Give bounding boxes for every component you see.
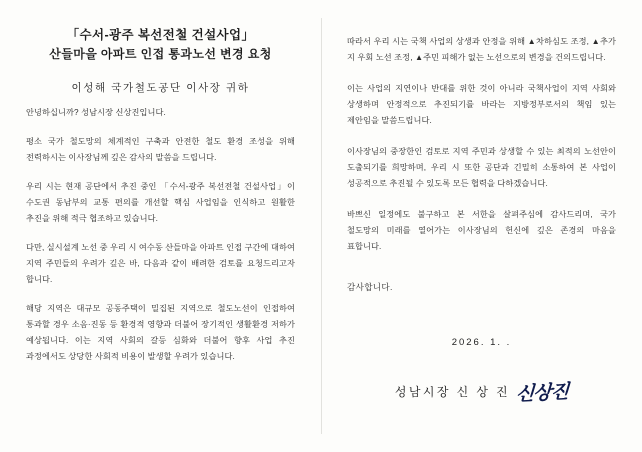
letter-paragraph: 안녕하십니까? 성남시장 신상진입니다.	[26, 107, 166, 117]
letter-date: 2026. 1. .	[451, 336, 512, 348]
letter-paragraph: 우리 시는 현재 공단에서 추진 중인 「수서-광주 복선전철 건설사업」이 수도권 동남부의 교통 편의를 개선할 핵심 사업임을 인식하고 원활한 추진을 위해 적극 협조하고 있습니다.	[26, 181, 295, 223]
letter-signature-row	[347, 378, 616, 405]
letter-paragraph: 바쁘신 일정에도 불구하고 본 서한을 살펴주심에 감사드리며, 국가 철도망의 미래를 열어가는 이사장님의 헌신에 깊은 존경의 마음을 표합니다.	[347, 209, 616, 251]
letter-paragraph: 평소 국가 철도망의 체계적인 구축과 안전한 철도 환경 조성을 위해 전력하시는 이사장님께 깊은 감사의 말씀을 드립니다.	[26, 136, 295, 162]
letter-paragraph: 이는 사업의 지연이나 반대를 위한 것이 아니라 국책사업이 지역 사회와 상생하며 안정적으로 추진되기를 바라는 지방정부로서의 책임 있는 제안임을 말씀드립니다.	[347, 83, 616, 125]
signature-name: 성남시장 신 상 진	[394, 384, 511, 399]
letter-title-line-1: 「수서-광주 복선전철 건설사업」	[66, 28, 255, 42]
letter-right-column	[321, 0, 642, 452]
letter-addressee: 이성해 국가철도공단 이사장 귀하	[71, 81, 250, 94]
letter-paragraph: 이사장님의 중장한인 검토로 지역 주민과 상생할 수 있는 최적의 노선안이 도출되기를 희망하며, 우리 시 또한 공단과 긴밀히 소통하여 본 사업이 성공적으로 추진될 수 있도록 모든 협력을 다하겠습니다.	[347, 146, 616, 188]
letter-paragraph: 다만, 실시설계 노선 중 우리 시 여수동 산들마을 아파트 인접 구간에 대하여 지역 주민들의 우려가 깊은 바, 다음과 같이 배려한 검토를 요청드리고자 합니다.	[26, 242, 295, 284]
letter-paragraph: 해당 지역은 대규모 공동주택이 밀집된 지역으로 철도노선이 인접하여 통과할 경우 소음·진동 등 환경적 영향과 더불어 장기적인 생활환경 저하가 예상됩니다. 이는 지역 사회의 갈등 심화와 더불어 향후 사업 추진 과정에서도 상당한 사회적 비용이 발생할 우려가 있습니다.	[26, 303, 295, 361]
letter-title-line-2: 산들마을 아파트 인접 통과노선 변경 요청	[49, 47, 272, 62]
letter-paragraph: 따라서 우리 시는 국책 사업의 상생과 안정을 위해 ▲차하심도 조정, ▲추가 지 우회 노선 조정, ▲주민 피해가 없는 노선으로의 변경을 건의드립니다.	[347, 37, 616, 62]
letter-title-block	[26, 26, 295, 64]
letter-closing: 감사합니다.	[347, 281, 393, 292]
handwritten-signature-icon: 신상진	[515, 380, 569, 406]
